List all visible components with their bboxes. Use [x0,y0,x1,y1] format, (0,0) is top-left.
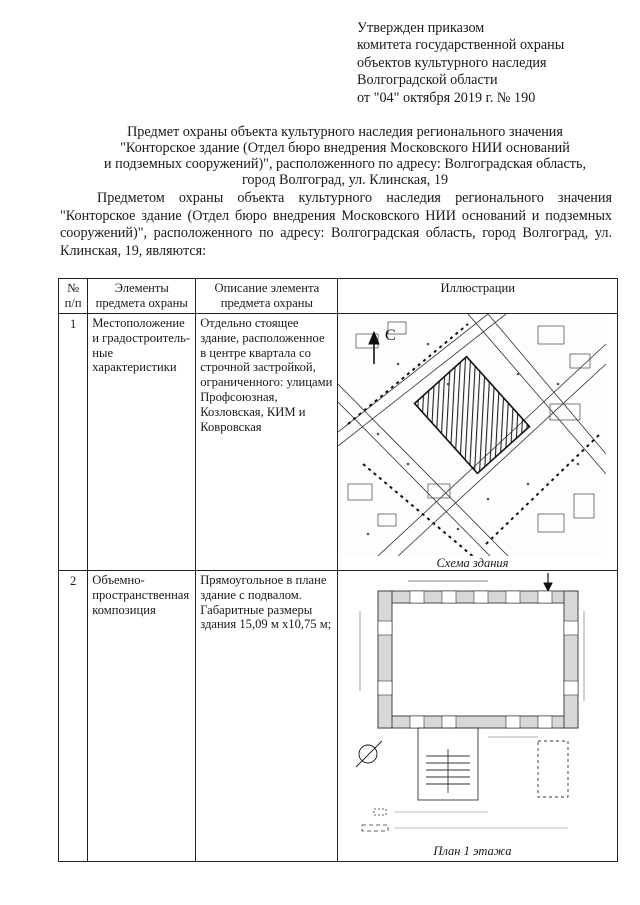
title-line: город Волгоград, ул. Клинская, 19 [241,172,449,188]
title-line: "Конторское здание (Отдел бюро внедрения Московского НИИ оснований [120,140,570,156]
row-description: Отдельно стоящее здание, расположенное в центре квартала со строчной застройкой, ограниченного: улицами Профсоюзная, Козловская, КИМ и Ковровская [196,314,338,571]
table-row [59,314,618,571]
row-element: Местоположение и градостроитель-ные характеристики [88,314,196,571]
row-number: 2 [59,571,88,862]
approval-block [357,20,564,107]
header-description: Описание элемента предмета охраны [196,279,338,314]
approval-line: Волгоградской области [357,72,498,89]
illustration-caption: Схема здания [436,556,509,570]
row-element: Объемно-пространственная композиция [88,571,196,862]
illustration-caption: План 1 этажа [433,844,512,858]
header-illustrations: Иллюстрации [338,279,618,314]
title-line: Предмет охраны объекта культурного наследия регионального значения [127,124,563,140]
table-header-row [59,279,618,314]
approval-line: от "04" октября 2019 г. № 190 [357,89,536,106]
table-row [59,571,618,862]
row-number: 1 [59,314,88,571]
row-description: Прямоугольное в плане здание с подвалом. Габаритные размеры здания 15,09 м х10,75 м; [196,571,338,862]
header-number: № п/п [59,279,88,314]
row-illustration [338,314,618,571]
document-title [60,124,630,188]
header-element: Элементы предмета охраны [88,279,196,314]
approval-line: Утвержден приказом [357,20,485,36]
intro-paragraph: Предметом охраны объекта культурного наследия регионального значения "Конторское здание (Отдел бюро внедрения Московского НИИ оснований и подземных сооружений)", расположенного по адресу: Волгоградская область, город Волгоград, ул. Клинская, 19, являются: [60,190,612,259]
title-line: и подземных сооружений)", расположенного по адресу: Волгоградская область, [104,156,586,172]
approval-line: объектов культурного наследия [357,54,547,71]
row-illustration [338,571,618,862]
site-map-image [338,314,606,556]
approval-line: комитета государственной охраны [357,37,565,54]
protection-subject-table [58,278,618,862]
north-label: С [385,327,397,344]
floor-plan-image [338,571,606,845]
